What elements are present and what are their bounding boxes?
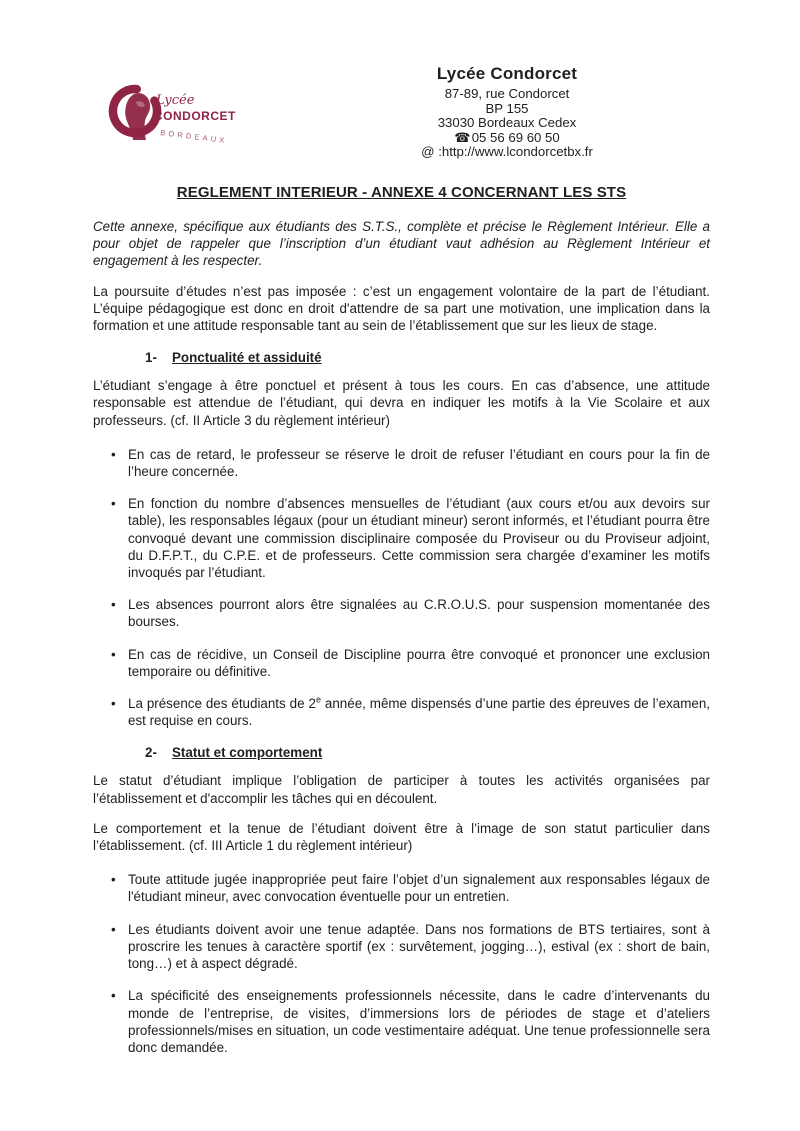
list-item bbox=[93, 695, 710, 729]
bullet-text: En fonction du nombre d’absences mensuelles de l’étudiant (aux cours et/ou aux devoirs sur table), les responsables légaux (pour un étudiant mineur) seront informés, et l’étudiant pourra être convoqué devant une commission disciplinaire composée du Proviseur ou du Proviseur adjoint, du D.F.P.T., du C.P.E. et de professeurs. Cette commission sera chargée d’examiner les motifs invoqués par l’étudiant. bbox=[128, 496, 710, 581]
list-item bbox=[93, 871, 710, 905]
address-street: 87-89, rue Condorcet bbox=[444, 86, 570, 101]
bullet-icon: • bbox=[111, 696, 116, 712]
section-1-heading bbox=[145, 350, 710, 365]
bullet-text-pre: La présence des étudiants de 2 bbox=[128, 696, 316, 712]
bullet-icon: • bbox=[111, 646, 116, 662]
bullet-text-superscript: e bbox=[315, 694, 321, 705]
website-line: @ :http://www.lcondorcetbx.fr bbox=[421, 144, 593, 160]
bullet-icon: • bbox=[111, 921, 116, 937]
list-item bbox=[93, 987, 710, 1056]
bullet-icon: • bbox=[111, 872, 116, 888]
section-2-number: 2- bbox=[145, 745, 157, 761]
section-1-number: 1- bbox=[145, 350, 157, 366]
engagement-paragraph: La poursuite d’études n’est pas imposée : c’est un engagement volontaire de la part de l’étudiant. L’équipe pédagogique est donc en droit d'attendre de sa part une motivation, une implication dans la formation et une attitude responsable tant au sein de l’établissement que sur les lieux de stage. bbox=[93, 283, 710, 334]
logo-text-condorcet: CONDORCET bbox=[154, 109, 236, 123]
bullet-icon: • bbox=[111, 496, 116, 512]
logo-text-bordeaux: BORDEAUX bbox=[159, 128, 229, 146]
section-2-bullets bbox=[93, 871, 710, 1056]
bullet-text: Les étudiants doivent avoir une tenue adaptée. Dans nos formations de BTS tertiaires, sont à proscrire les tenues à caractère sportif (ex : survêtement, jogging…), estival (ex : short de bain, tong…) et à aspect dégradé. bbox=[128, 921, 710, 972]
bullet-text: Les absences pourront alors être signalées au C.R.O.U.S. pour suspension momentanée des bourses. bbox=[128, 597, 710, 630]
intro-paragraph: Cette annexe, spécifique aux étudiants des S.T.S., complète et précise le Règlement Intérieur. Elle a pour objet de rappeler que l’inscription d’un étudiant vaut adhésion au Règlement Intérieur et engagement à les respecter. bbox=[93, 219, 710, 269]
bullet-text: La spécificité des enseignements professionnels nécessite, dans le cadre d’intervenants du monde de l’entreprise, de visites, d’immersions lors de périodes de stage et d’ateliers professionnels/mises en situation, un code vestimentaire adéquat. Une tenue professionnelle sera donc demandée. bbox=[128, 988, 710, 1055]
phone-line bbox=[307, 131, 707, 146]
section-1-lead: L’étudiant s’engage à être ponctuel et présent à tous les cours. En cas d’absence, une attitude responsable est attendue de l’étudiant, qui devra en indiquer les motifs à la Vie Scolaire et aux professeurs. (cf. II Article 3 du règlement intérieur) bbox=[93, 378, 710, 428]
list-item bbox=[93, 921, 710, 973]
bullet-text: Toute attitude jugée inappropriée peut faire l’objet d’un signalement aux responsables légaux de l'étudiant mineur, avec convocation éventuelle pour un entretien. bbox=[128, 872, 710, 905]
list-item bbox=[93, 495, 710, 581]
section-2-title: Statut et comportement bbox=[172, 745, 323, 761]
section-1-title: Ponctualité et assiduité bbox=[172, 350, 322, 366]
school-logo bbox=[108, 80, 258, 146]
section-2-paragraph-2: Le comportement et la tenue de l’étudiant doivent être à l’image de son statut particulier dans l’établissement. (cf. III Article 1 du règlement intérieur) bbox=[93, 820, 710, 854]
address-bp: BP 155 bbox=[485, 100, 529, 116]
bullet-icon: • bbox=[111, 446, 116, 462]
bullet-text: En cas de récidive, un Conseil de Discipline pourra être convoqué et prononcer une exclusion temporaire ou définitive. bbox=[128, 646, 710, 679]
school-name: Lycée Condorcet bbox=[436, 64, 578, 83]
section-2-heading bbox=[145, 745, 710, 760]
address-city: 33030 Bordeaux Cedex bbox=[437, 115, 577, 131]
phone-number: 05 56 69 60 50 bbox=[471, 129, 560, 145]
logo-text-lycee: Lycée bbox=[156, 93, 195, 108]
bullet-text-post: année, même dispensés d’une partie des épreuves de l’examen, est requise en cours. bbox=[128, 696, 710, 729]
list-item bbox=[93, 446, 710, 480]
school-info-block bbox=[307, 64, 707, 160]
bullet-text: En cas de retard, le professeur se réserve le droit de refuser l’étudiant en cours pour la fin de l’heure concernée. bbox=[128, 446, 710, 480]
phone-icon: ☎ bbox=[454, 129, 471, 145]
section-2-paragraph-1: Le statut d’étudiant implique l’obligation de participer à toutes les activités organisées par l’établissement et d'accomplir les tâches qui en découlent. bbox=[93, 773, 710, 806]
bullet-icon: • bbox=[111, 597, 116, 613]
document-body bbox=[93, 184, 710, 1071]
list-item bbox=[93, 596, 710, 630]
page-title: REGLEMENT INTERIEUR - ANNEXE 4 CONCERNANT LES STS bbox=[176, 184, 627, 201]
bullet-icon: • bbox=[111, 988, 116, 1004]
condorcet-logo-icon bbox=[108, 80, 258, 146]
list-item bbox=[93, 646, 710, 680]
section-1-bullets bbox=[93, 446, 710, 730]
